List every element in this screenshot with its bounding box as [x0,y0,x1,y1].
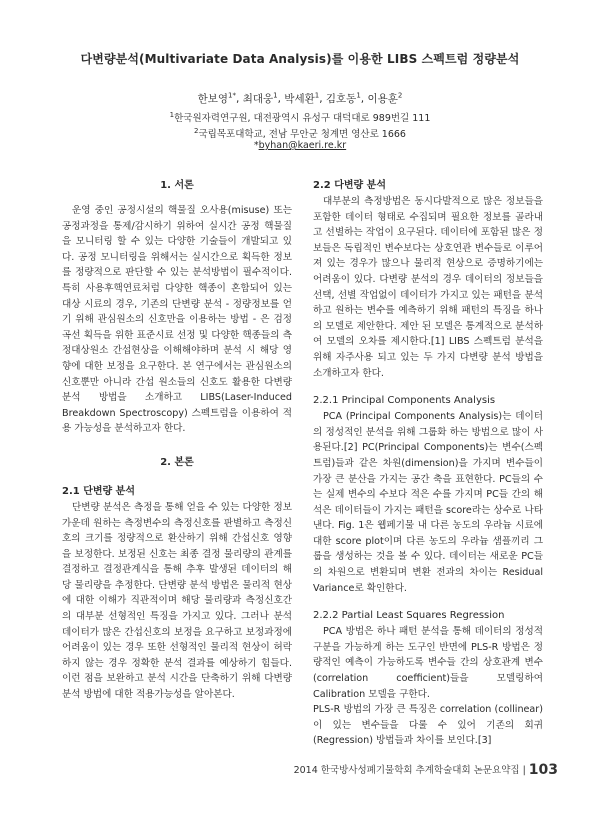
author-name: 이용훈 [367,93,398,105]
section-2-2-2-paragraph-1: PCA 방법은 하나 패턴 분석을 통해 데이터의 정성적 구분을 가능하게 하는 도구인 반면에 PLS-R 방법은 정량적인 예측이 가능하도록 변수들 간의 상호관계 변수(correlation coefficient)들을 모델링하여 Calibration 모델을 구한다. [313,626,543,700]
intro-heading: 1. 서론 [160,180,194,191]
email-mark: * [253,140,259,151]
author-name: 최대웅 [242,93,274,105]
section-2-1-heading: 2.1 단변량 분석 [62,485,135,497]
author-name: 한보영 [197,93,229,105]
main-heading: 2. 본론 [160,456,194,468]
footer-divider: | [522,765,526,776]
email-address[interactable]: byhan@kaeri.re.kr [258,140,347,151]
author-sup: 2 [397,91,403,100]
intro-paragraph: 운영 중인 공정시설의 핵물질 오사용(misuse) 또는 공정과정을 통제/감시하기 위하여 실시간 공정 핵물질을 모니터링 할 수 있는 다양한 기술들이 개발되고 있다. 공정 모니터링을 위해서는 실시간으로 획득한 정보를 정량적으로 판단할 수 있는 분석방법이 필수적이다. 특히 사용후핵연료처럼 다양한 핵종이 혼합되어 있는 대상 시료의 경우, 기존의 단변량 분석 - 정량정보를 얻기 위해 관심원소의 신호만을 이용하는 방법 - 은 검정곡선 획득을 위한 표준시료 선정 및 다양한 핵종들의 측정대상원소 간섭현상을 이해해야하며 분석 시 해당 영향에 대한 보정을 요구한다. 본 연구에서는 관심원소의 신호뿐만 아니라 간섭 원소들의 신호도 활용한 다변량분석 방법을 소개하고 LIBS(Laser-Induced Breakdown Spectroscopy) 스펙트럼을 이용하여 적용 가능성을 분석하고자 한다. [62,205,292,435]
affiliation-text: 국립목포대학교, 전남 무안군 청계면 영산로 1666 [198,129,406,141]
author-sup: 1 [314,91,320,100]
page-footer [294,762,558,778]
section-2-2-heading: 2.2 다변량 분석 [313,180,386,191]
section-2-2-2-heading: 2.2.2 Partial Least Squares Regression [313,610,505,622]
section-2-2-1-paragraph: PCA (Principal Components Analysis)는 데이터의 정성적인 분석을 위해 그룹화 하는 방법으로 많이 사용된다.[2] PC(Principal Components)는 변수(스펙트럼)들과 같은 차원(dimension)을 가지며 변수들이 가장 큰 분산을 가지는 공간 축을 표현한다. PC들의 수는 실제 변수의 수보다 적은 수를 가지며 PC들 간의 해석은 데이터들이 가지는 패턴을 score라는 상수로 나타낸다. Fig. 1은 웹페기물 내 다른 농도의 우라늄 시료에 대한 score plot이며 다른 농도의 우라늄 샘플끼리 그룹을 생성하는 것을 볼 수 있다. 데이터는 새로운 PC들의 차원으로 변환되며 변환 전과의 차이는 Residual Variance로 확인한다. [313,411,543,594]
paper-title: 다변량분석(Multivariate Data Analysis)를 이용한 LIBS 스펙트럼 정량분석 [80,52,520,66]
author-sup: 1 [273,91,278,100]
right-column [313,176,543,749]
section-2-2-1-heading: 2.2.1 Principal Components Analysis [313,395,496,407]
author-sup: 1* [228,91,237,100]
section-2-1-paragraph: 단변량 분석은 측정을 통해 얻을 수 있는 다양한 정보 가운데 원하는 측정변수의 측정신호를 판별하고 측정신호의 크기를 정량적으로 환산하기 위해 간섭신호 영향을 보정한다. 보정된 신호는 최종 결정 물리량의 관계를 결정하고 결정관계식을 통해 추후 발생된 데이터의 해당 물리량을 추정한다. 단변량 분석 방법은 물리적 현상에 대한 이해가 직관적이며 해당 물리량과 측정신호간의 대부분 선형적인 특징을 가지고 있다. 그러나 분석 데이터가 많은 간섭신호의 보정을 요구하고 보정과정에 어려움이 있는 경우 또한 선형적인 물리적 현상이 허락하지 않는 경우 정확한 분석 결과를 예상하기 힘들다. 이런 점을 보완하고 분석 시간을 단축하기 위해 다변량 분석 방법에 대한 적용가능성을 알아본다. [62,501,292,701]
section-2-2-paragraph: 대부분의 측정방법은 동시다발적으로 많은 정보들을 포함한 데이터 형태로 수집되며 필요한 정보를 골라내고 선별하는 작업이 요구된다. 데이터에 포함된 많은 정보들은 독립적인 변수보다는 상호연관 변수들로 이루어져 있는 경우가 많으나 물리적 현상으로 증명하기에는 어려움이 있다. 다변량 분석의 경우 데이터의 정보들을 선택, 선별 작업없이 데이터가 가지고 있는 패턴을 분석하고 원하는 변수를 예측하기 위해 패턴의 특징을 하나의 모델로 제안한다. 제안 된 모델은 통계적으로 분석하여 모델의 오차를 제시한다.[1] LIBS 스펙트럼 분석을 위해 자주사용 되고 있는 두 가지 다변량 분석 방법을 소개하고자 한다. [313,196,543,379]
author-sup: 1 [356,91,361,100]
affiliation-text: 한국원자력연구원, 대전광역시 유성구 대덕대로 989번길 111 [174,113,431,125]
author-list: 한보영$^{1*}$, 최대웅$^1$, 박세환$^1$, 김호동$^1$, 이용훈$^2$ [197,91,403,105]
affiliation-sup: 2 [194,127,199,135]
affiliation-sup: 1 [169,111,175,119]
author-name: 김호동 [325,93,357,105]
corresponding-email [0,140,600,151]
footer-text: 2014 한국방사성폐기물학회 추계학술대회 논문요약집 [293,765,520,776]
author-name: 박세환 [284,93,315,105]
section-2-2-2-paragraph-2: PLS-R 방법의 가장 큰 특징은 correlation (collinear) 이 있는 변수들을 다룰 수 있어 기존의 회귀(Regression) 방법들과 차이를 보인다.[3] [313,704,543,747]
left-column [62,176,292,703]
page-number: 103 [528,762,558,778]
